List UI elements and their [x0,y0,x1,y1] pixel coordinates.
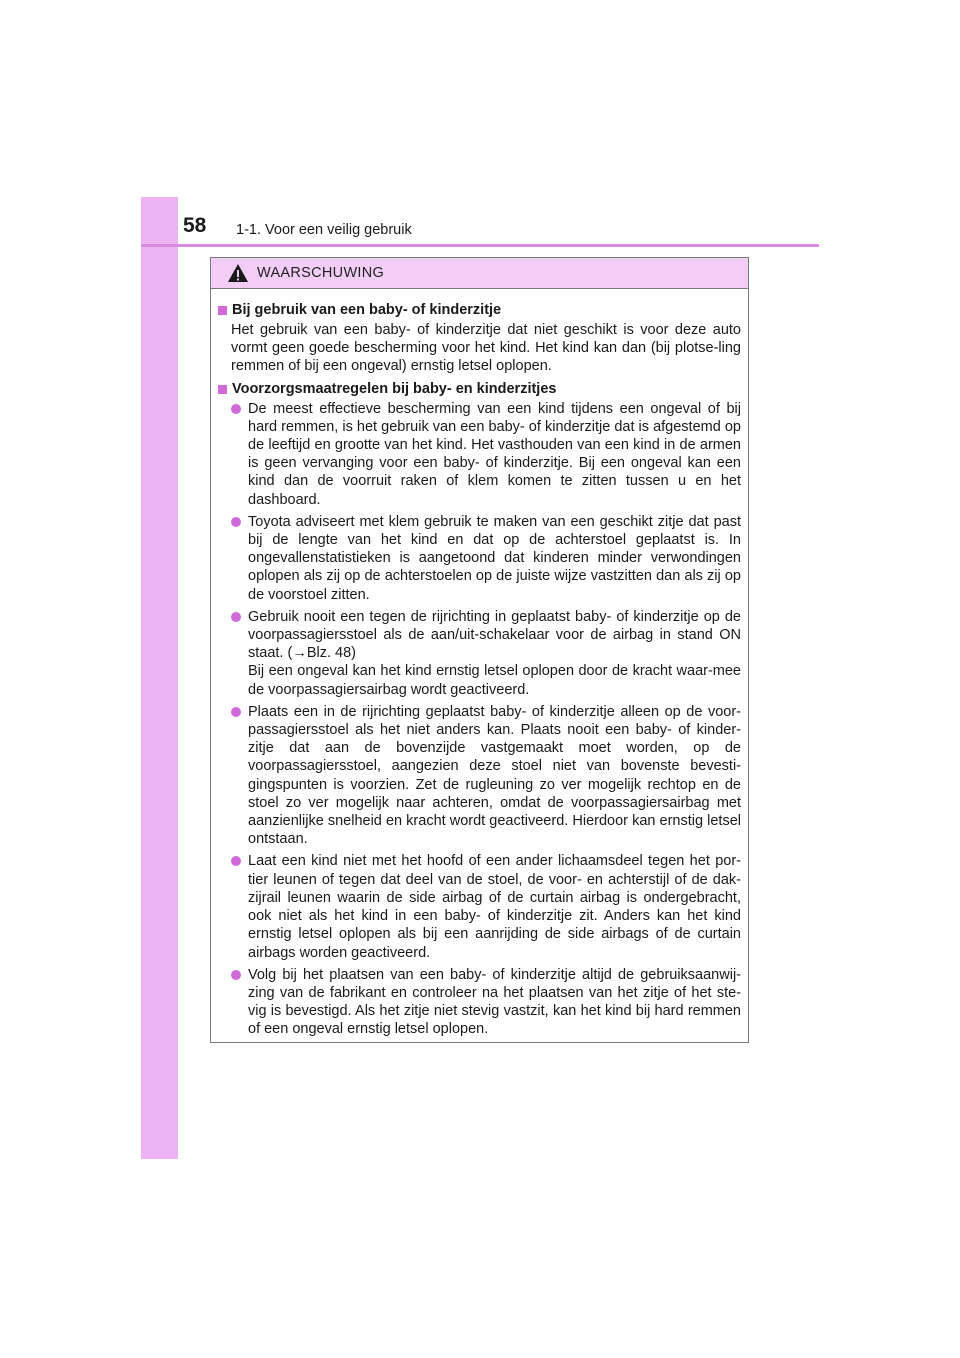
list-item [231,852,741,961]
round-bullet-icon [231,517,241,527]
warning-triangle-icon [227,263,249,283]
side-tab-strip [141,197,178,1159]
list-item [231,703,741,849]
warning-header [211,258,748,289]
list-item-text: Bij een ongeval kan het kind ernstig letsel oplopen door de kracht waar-mee de voorpassagiersairbag wordt geactiveerd. [248,663,741,698]
section-heading-text: Bij gebruik van een baby- of kinderzitje [232,302,502,318]
list-item [231,513,741,604]
page-number: 58 [183,214,207,237]
warning-title: WAARSCHUWING [257,265,385,281]
list-item [231,400,741,509]
warning-body [211,289,748,1039]
section-title: 1-1. Voor een veilig gebruik [236,222,412,238]
section-heading-text: Voorzorgsmaatregelen bij baby- en kinderzitjes [232,380,557,397]
round-bullet-icon [231,856,241,866]
warning-box [210,257,749,1043]
square-bullet-icon [218,385,227,394]
list-item-text: De meest effectieve bescherming van een kind tijdens een ongeval of bij hard remmen, is het gebruik van een baby- of kinderzitje dat is afgestemd op de leeftijd en grootte van het kind. Het vasthouden van een kind in de armen is geen vervanging voor een baby- of kinderzitje. Bij een ongeval kan een kind dan de voorruit raken of klem komen te zitten tussen u en het dashboard. [248,400,741,508]
round-bullet-icon [231,707,241,717]
round-bullet-icon [231,404,241,414]
section-heading [218,379,741,399]
round-bullet-icon [231,970,241,980]
section-heading [218,300,741,320]
round-bullet-icon [231,612,241,622]
section-paragraph: Het gebruik van een baby- of kinderzitje dat niet geschikt is voor deze auto vormt geen goede bescherming voor het kind. Het kind kan dan (bij plotse-ling remmen of bij een ongeval) ernstig letsel oplopen. [231,322,741,375]
list-item-text: Laat een kind niet met het hoofd of een ander lichaamsdeel tegen het por-tier leunen of tegen dat deel van de stoel, de voor- en achterstijl of de dak-zijrail leunen waarin de side airbag of de curtain airbag is ondergebracht, ook niet als het kind in een baby- of kinderzitje zit. Anders kan het kind ernstig letsel oplopen als bij een aanrijding de side airbags of de curtain airbags worden geactiveerd. [248,853,741,961]
list-item [231,608,741,699]
list-item-text: Plaats een in de rijrichting geplaatst baby- of kinderzitje alleen op de voor-passagiersstoel als het niet anders kan. Plaats nooit een baby- of kinder-zitje dat aan de bovenzijde vastgemaakt moet worden, op de voorpassagiersstoel, aangezien deze stoel niet van bovenste bevesti-gingspunten is voorzien. Zet de rugleuning zo ver mogelijk rechtop en de stoel zo ver mogelijk naar achteren, omdat de voorpassagiersairbag met aanzienlijke snelheid en kracht wordt geactiveerd. Hierdoor kan ernstig letsel ontstaan. [248,703,741,848]
list-item-text: Gebruik nooit een tegen de rijrichting in geplaatst baby- of kinderzitje op de voorpassagiersstoel als de aan/uit-schakelaar voor de airbag in stand ON staat. (→Blz. 48) [248,608,741,662]
list-item-text: Toyota adviseert met klem gebruik te maken van een geschikt zitje dat past bij de lengte van het kind en dat op de achterstoel geplaatst is. In ongevallenstatistieken is aangetoond dat kinderen minder verwondingen oplopen als zij op de achterstoelen op de juiste wijze vastzitten dan als zij op de voorstoel zitten. [248,513,741,603]
list-item-text: Volg bij het plaatsen van een baby- of kinderzitje altijd de gebruiksaanwij-zing van de fabrikant en controleer na het plaatsen van het zitje of het ste-vig is bevestigd. Als het zitje niet stevig vastzit, kan het kind bij hard remmen of een ongeval ernstig letsel oplopen. [248,966,741,1038]
header-rule [141,244,819,247]
square-bullet-icon [218,306,227,315]
list-item [231,966,741,1039]
